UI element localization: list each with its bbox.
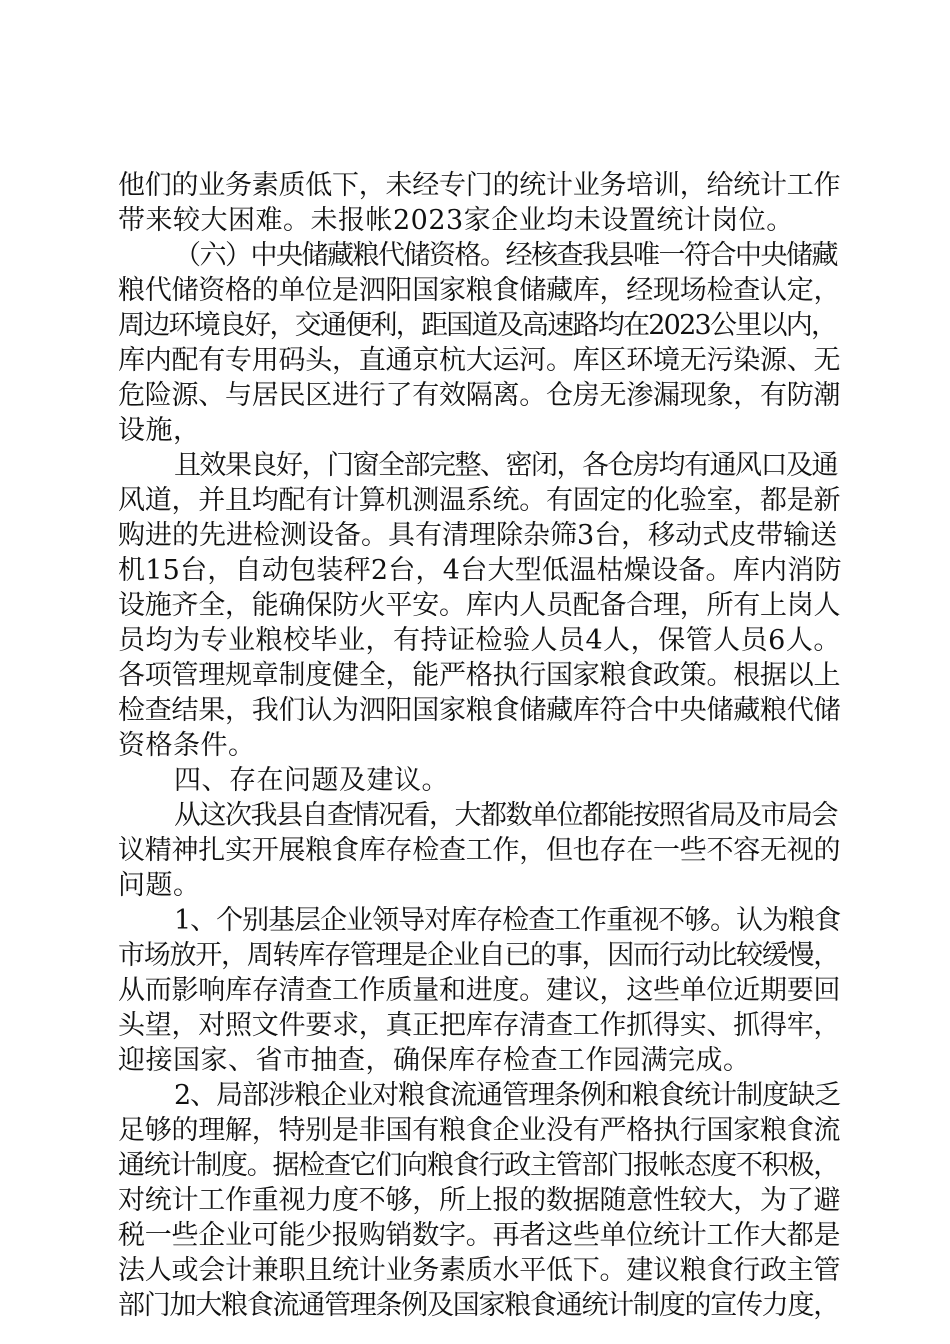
text-line: 库内配有专用码头，直通京杭大运河。库区环境无污染源、无 — [118, 345, 841, 376]
text-line: 员均为专业粮校毕业，有持证检验人员4人，保管人员6人。 — [118, 625, 841, 656]
text-line: 设施， — [118, 415, 201, 446]
text-line: 且效果良好，门窗全部完整、密闭，各仓房均有通风口及通 — [174, 450, 837, 481]
text-line: 从而影响库存清查工作质量和进度。建议，这些单位近期要回 — [118, 975, 841, 1006]
text-line: （六）中央储藏粮代储资格。经核查我县唯一符合中央储藏 — [174, 240, 837, 271]
text-line: 法人或会计兼职且统计业务素质水平低下。建议粮食行政主管 — [118, 1255, 841, 1286]
text-line: 通统计制度。据检查它们向粮食行政主管部门报帐态度不积极， — [118, 1150, 839, 1181]
text-line: 周边环境良好，交通便利，距国道及高速路均在2023公里以内， — [118, 310, 837, 341]
text-line: 粮代储资格的单位是泗阳国家粮食储藏库，经现场检查认定， — [118, 275, 841, 306]
text-line: 头望，对照文件要求，真正把库存清查工作抓得实、抓得牢， — [118, 1010, 841, 1041]
text-line: 机15台，自动包装秤2台，4台大型低温枯燥设备。库内消防 — [118, 555, 842, 586]
text-line: 设施齐全，能确保防火平安。库内人员配备合理，所有上岗人 — [118, 590, 841, 621]
text-line: 各项管理规章制度健全，能严格执行国家粮食政策。根据以上 — [118, 660, 841, 691]
text-line: 议精神扎实开展粮食库存检查工作，但也存在一些不容无视的 — [118, 835, 841, 866]
text-line: 部门加大粮食流通管理条例及国家粮食通统计制度的宣传力度， — [118, 1290, 839, 1321]
text-line: 2、局部涉粮企业对粮食流通管理条例和粮食统计制度缺乏 — [174, 1080, 841, 1111]
text-line: 问题。 — [118, 870, 201, 901]
text-line: 足够的理解，特别是非国有粮食企业没有严格执行国家粮食流 — [118, 1115, 841, 1146]
text-line: 资格条件。 — [118, 730, 256, 761]
text-line: 1、个别基层企业领导对库存检查工作重视不够。认为粮食 — [174, 905, 841, 936]
text-line: 对统计工作重视力度不够，所上报的数据随意性较大，为了避 — [118, 1185, 841, 1216]
text-line: 他们的业务素质低下，未经专门的统计业务培训，给统计工作 — [118, 170, 841, 201]
text-line: 市场放开，周转库存管理是企业自已的事，因而行动比较缓慢， — [118, 940, 839, 971]
document-body — [118, 168, 843, 1323]
text-line: 从这次我县自查情况看，大都数单位都能按照省局及市局会 — [174, 800, 837, 831]
text-line: 税一些企业可能少报购销数字。再者这些单位统计工作大都是 — [118, 1220, 841, 1251]
text-line: 四、存在问题及建议。 — [174, 765, 449, 796]
text-line: 危险源、与居民区进行了有效隔离。仓房无渗漏现象，有防潮 — [118, 380, 841, 411]
text-line: 迎接国家、省市抽查，确保库存检查工作园满完成。 — [118, 1045, 751, 1076]
text-line: 风道，并且均配有计算机测温系统。有固定的化验室，都是新 — [118, 485, 841, 516]
text-line: 带来较大困难。未报帐2023家企业均未设置统计岗位。 — [118, 205, 794, 236]
text-line: 检查结果，我们认为泗阳国家粮食储藏库符合中央储藏粮代储 — [118, 695, 841, 726]
text-line: 购进的先进检测设备。具有清理除杂筛3台，移动式皮带输送 — [118, 520, 838, 551]
